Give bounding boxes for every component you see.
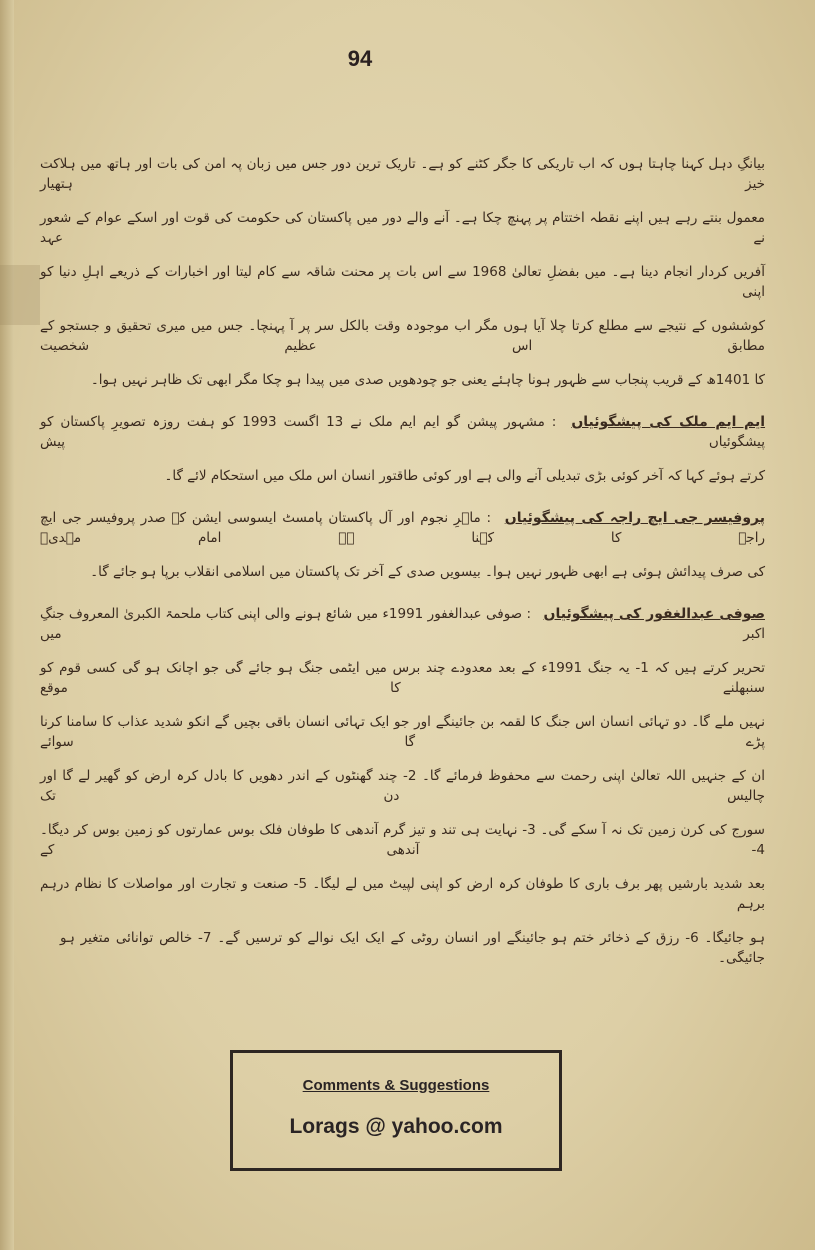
section-text: : صوفی عبدالغفور 1991ء میں شائع ہونے والی اپنی کتاب ملحمۃ الکبریٰ المعروف جنگِ اکبر میں: [40, 606, 765, 642]
section-line: بعد شدید بارشیں پھر برف باری کا طوفان کرہ ارض کو اپنی لپیٹ میں لے لیگا۔ 5- صنعت و تجارت اور مواصلات کا نظام درہم برہم: [40, 876, 765, 912]
section-line: سورج کی کرن زمین تک نہ آ سکے گی۔ 3- نہایت ہی تند و تیز گرم آندھی کا طوفان فلک بوس عمارتوں کو زمین بوس کر دیگا۔ 4- آندھی کے: [40, 822, 765, 858]
section-line: [40, 508, 765, 562]
section-text: : مشہور پیشن گو ایم ایم ملک نے 13 اگست 1993 کو ہفت روزہ تصویرِ پاکستان کو پیشگوئیاں پیش: [40, 414, 765, 450]
comments-box: [230, 1050, 562, 1171]
paragraph-line: معمول بنتے رہے ہیں اپنے نقطہ اختتام پر پہنچ چکا ہے۔ آنے والے دور میں پاکستان کی حکومت کی قوت اور اسکے عوام کے شعور نے عہد: [40, 210, 765, 246]
paragraph-line: بیانگِ دہل کہنا چاہتا ہوں کہ اب تاریکی کا جگر کٹنے کو ہے۔ تاریک ترین دور جس میں زبان پہ امن کی بات اور ہاتھ میں ہلاکت خیز ہتھیار: [40, 156, 765, 192]
paragraph-line: کا 1401ھ کے قریب پنجاب سے ظہور ہونا چاہئے یعنی جو چودھویں صدی میں پیدا ہو چکا مگر ابھی تک ظاہر نہیں ہوا۔: [90, 372, 765, 388]
comments-title: Comments & Suggestions: [302, 1077, 490, 1094]
page-edge: [0, 0, 14, 1250]
section-heading-gh-raja: پروفیسر جی ایچ راجہ کی پیشگوئیاں: [504, 510, 765, 526]
section-text: : ماہرِ نجوم اور آل پاکستان پامسٹ ایسوسی ایشن کے صدر پروفیسر جی ایچ راجہ کا کہنا ہے امام مہدیؑ: [40, 510, 765, 546]
section-heading-abdul-ghafoor: صوفی عبدالغفور کی پیشگوئیاں: [543, 606, 765, 622]
section-heading-mm-malik: ایم ایم ملک کی پیشگوئیاں: [571, 414, 766, 430]
page-number: 94: [347, 46, 373, 71]
section-line: تحریر کرتے ہیں کہ 1- یہ جنگ 1991ء کے بعد معدودے چند برس میں ایٹمی جنگ ہو جائے گی جو اچانک ہو گی کسی قوم کو سنبھلنے کا موقع: [40, 660, 766, 696]
contact-email: Lorags @ yahoo.com: [289, 1115, 503, 1138]
paragraph-line: کوششوں کے نتیجے سے مطلع کرتا چلا آیا ہوں مگر اب موجودہ وقت بالکل سر پر آ پہنچا۔ جس میں میری تحقیق و جستجو کے مطابق اس عظیم شخصیت: [40, 318, 765, 354]
section-line: [40, 604, 765, 658]
body-text: [40, 154, 765, 982]
page-crease: [0, 265, 40, 325]
section-line: ہو جائیگا۔ 6- رزق کے ذخائر ختم ہو جائینگے اور انسان روٹی کے ایک ایک نوالے کو ترسیں گے۔ 7- خالص توانائی متغیر ہو جائیگی۔: [60, 930, 765, 966]
section-line: کرتے ہوئے کہا کہ آخر کوئی بڑی تبدیلی آنے والی ہے اور کوئی طاقتور انسان اس ملک میں استحکام لائے گا۔: [164, 468, 765, 484]
paragraph-line: آفریں کردار انجام دینا ہے۔ میں بفضلِ تعالیٰ 1968 سے اس بات پر محنت شاقہ سے کام لیتا اور اخبارات کے ذریعے اہلِ دنیا کو اپنی: [40, 264, 765, 300]
section-line: [40, 412, 765, 466]
section-line: ان کے جنہیں اللہ تعالیٰ اپنی رحمت سے محفوظ فرمائے گا۔ 2- چند گھنٹوں کے اندر دھویں کا بادل کرہ ارض کو گھیر لے گا اور چالیس دن تک: [40, 768, 765, 804]
section-line: کی صرف پیدائش ہوئی ہے ابھی ظہور نہیں ہوا۔ بیسویں صدی کے آخر تک پاکستان میں اسلامی انقلاب برپا ہو جائے گا۔: [90, 564, 765, 580]
section-line: نہیں ملے گا۔ دو تہائی انسان اس جنگ کا لقمہ بن جائینگے اور جو ایک تہائی انسان باقی بچیں گے انکو شدید عذاب کا سامنا کرنا پڑے گا سوائے: [40, 714, 765, 750]
